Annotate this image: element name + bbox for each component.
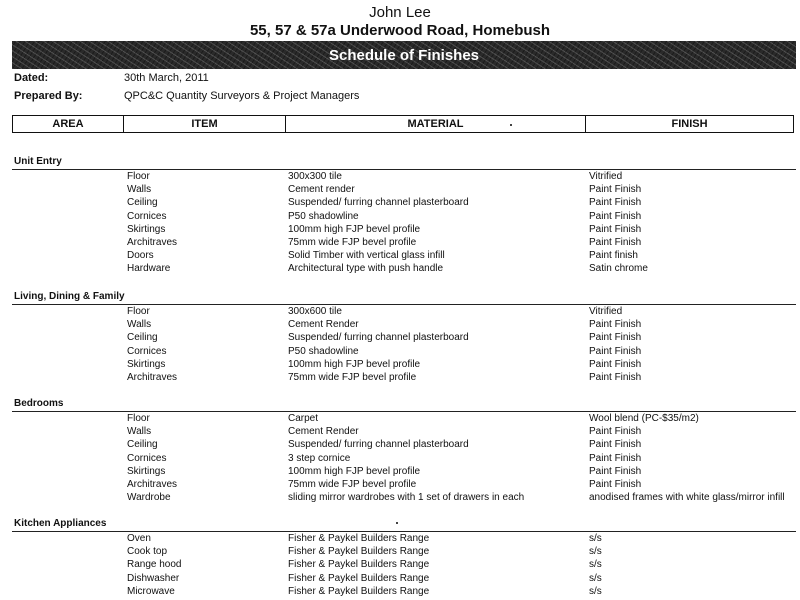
scan-speck — [510, 124, 512, 126]
item-cell: Dishwasher — [127, 572, 180, 584]
schedule-row — [0, 466, 800, 479]
schedule-row — [0, 171, 800, 184]
item-cell: Walls — [127, 184, 152, 196]
schedule-row — [0, 197, 800, 210]
title-banner — [12, 41, 796, 69]
schedule-row — [0, 439, 800, 452]
material-cell: Architectural type with push handle — [288, 263, 444, 275]
material-cell: 100mm high FJP bevel profile — [288, 358, 421, 370]
column-header-material: MATERIAL — [286, 116, 586, 132]
schedule-row — [0, 184, 800, 197]
schedule-row — [0, 263, 800, 276]
schedule-row — [0, 359, 800, 372]
material-cell: Cement render — [288, 184, 355, 196]
finish-cell: Paint Finish — [589, 426, 642, 438]
finish-cell: Paint Finish — [589, 210, 642, 222]
finish-cell: Paint Finish — [589, 439, 642, 451]
finish-cell: Paint finish — [589, 250, 638, 262]
item-cell: Ceiling — [127, 197, 158, 209]
schedule-row — [0, 332, 800, 345]
material-cell: Cement Render — [288, 319, 359, 331]
material-cell: Fisher & Paykel Builders Range — [288, 572, 430, 584]
finish-cell: Paint Finish — [589, 237, 642, 248]
column-header-row — [12, 115, 794, 133]
prepared-by-value: QPC&C Quantity Surveyors & Project Managers — [124, 90, 360, 102]
dated-value: 30th March, 2011 — [124, 72, 209, 84]
material-cell: Solid Timber with vertical glass infill — [288, 250, 445, 262]
finish-cell: Paint Finish — [589, 358, 642, 370]
material-cell: 300x600 tile — [288, 306, 342, 317]
finish-cell: s/s — [589, 533, 602, 544]
schedule-row — [0, 306, 800, 319]
material-cell: P50 shadowline — [288, 345, 359, 357]
section-divider — [12, 169, 796, 170]
schedule-row — [0, 372, 800, 385]
finish-cell: Paint Finish — [589, 372, 642, 383]
finish-cell: Wool blend (PC-$35/m2) — [589, 413, 699, 424]
schedule-row — [0, 346, 800, 359]
schedule-row — [0, 224, 800, 237]
document-title: Schedule of Finishes — [328, 47, 480, 64]
item-cell: Hardware — [127, 263, 171, 275]
item-cell: Cornices — [127, 452, 167, 464]
material-cell: P50 shadowline — [288, 210, 359, 222]
section-title: Unit Entry — [14, 156, 62, 167]
finish-cell: Paint Finish — [589, 452, 642, 464]
material-cell: Suspended/ furring channel plasterboard — [288, 197, 469, 209]
schedule-row — [0, 573, 800, 586]
item-cell: Walls — [127, 319, 152, 331]
item-cell: Skirtings — [127, 223, 166, 235]
material-cell: 75mm wide FJP bevel profile — [288, 372, 417, 383]
item-cell: Cornices — [127, 345, 167, 357]
schedule-row — [0, 453, 800, 466]
material-cell: Suspended/ furring channel plasterboard — [288, 439, 469, 451]
item-cell: Doors — [127, 250, 154, 262]
item-cell: Ceiling — [127, 439, 158, 451]
finish-cell: Satin chrome — [589, 263, 648, 275]
schedule-row — [0, 533, 800, 546]
schedule-row — [0, 250, 800, 263]
material-cell: 300x300 tile — [288, 171, 342, 182]
column-header-area: AREA — [13, 116, 124, 132]
schedule-row — [0, 546, 800, 559]
schedule-row — [0, 586, 800, 599]
section-divider — [12, 411, 796, 412]
finish-cell: s/s — [589, 546, 602, 558]
section-title: Living, Dining & Family — [14, 291, 125, 302]
finish-cell: anodised frames with white glass/mirror infill — [589, 492, 785, 504]
material-cell: Suspended/ furring channel plasterboard — [288, 332, 469, 344]
material-cell: Fisher & Paykel Builders Range — [288, 533, 430, 544]
finish-cell: Vitrified — [589, 306, 623, 317]
material-cell: 75mm wide FJP bevel profile — [288, 479, 417, 490]
item-cell: Ceiling — [127, 332, 158, 344]
finish-cell: Paint Finish — [589, 197, 642, 209]
item-cell: Range hood — [127, 559, 182, 571]
item-cell: Architraves — [127, 372, 178, 383]
item-cell: Skirtings — [127, 358, 166, 370]
item-cell: Architraves — [127, 237, 178, 248]
material-cell: Fisher & Paykel Builders Range — [288, 546, 430, 558]
material-cell: Cement Render — [288, 426, 359, 438]
item-cell: Cornices — [127, 210, 167, 222]
finish-cell: s/s — [589, 572, 602, 584]
material-cell: 75mm wide FJP bevel profile — [288, 237, 417, 248]
item-cell: Cook top — [127, 546, 168, 558]
item-cell: Microwave — [127, 585, 175, 597]
client-name: John Lee — [369, 4, 431, 21]
section-title: Kitchen Appliances — [14, 518, 107, 529]
item-cell: Floor — [127, 171, 150, 182]
schedule-row — [0, 237, 800, 250]
item-cell: Wardrobe — [127, 492, 171, 504]
material-cell: Fisher & Paykel Builders Range — [288, 585, 430, 597]
material-cell: Carpet — [288, 413, 319, 424]
item-cell: Floor — [127, 306, 150, 317]
schedule-row — [0, 479, 800, 492]
finish-cell: Paint Finish — [589, 332, 642, 344]
schedule-row — [0, 211, 800, 224]
item-cell: Skirtings — [127, 465, 166, 477]
section-title: Bedrooms — [14, 398, 64, 409]
item-cell: Walls — [127, 426, 152, 438]
column-header-item: ITEM — [124, 116, 286, 132]
finish-cell: Paint Finish — [589, 319, 642, 331]
scan-speck — [396, 522, 398, 524]
item-cell: Floor — [127, 413, 150, 424]
schedule-row — [0, 559, 800, 572]
material-cell: sliding mirror wardrobes with 1 set of drawers in each — [288, 492, 525, 504]
finish-cell: Paint Finish — [589, 184, 642, 196]
schedule-row — [0, 319, 800, 332]
finish-cell: Paint Finish — [589, 465, 642, 477]
finish-cell: Paint Finish — [589, 223, 642, 235]
dated-label: Dated: — [14, 72, 49, 84]
material-cell: Fisher & Paykel Builders Range — [288, 559, 430, 571]
schedule-row — [0, 413, 800, 426]
material-cell: 3 step cornice — [288, 452, 351, 464]
schedule-row — [0, 426, 800, 439]
item-cell: Oven — [127, 533, 151, 544]
prepared-by-label: Prepared By: — [14, 90, 83, 102]
material-cell: 100mm high FJP bevel profile — [288, 465, 421, 477]
material-cell: 100mm high FJP bevel profile — [288, 223, 421, 235]
finish-cell: s/s — [589, 585, 602, 597]
finish-cell: Vitrified — [589, 171, 623, 182]
section-divider — [12, 531, 796, 532]
finish-cell: s/s — [589, 559, 602, 571]
project-address: 55, 57 & 57a Underwood Road, Homebush — [249, 22, 551, 39]
section-divider — [12, 304, 796, 305]
finish-cell: Paint Finish — [589, 479, 642, 490]
schedule-row — [0, 492, 800, 505]
finish-cell: Paint Finish — [589, 345, 642, 357]
item-cell: Architraves — [127, 479, 178, 490]
column-header-finish: FINISH — [671, 118, 708, 130]
